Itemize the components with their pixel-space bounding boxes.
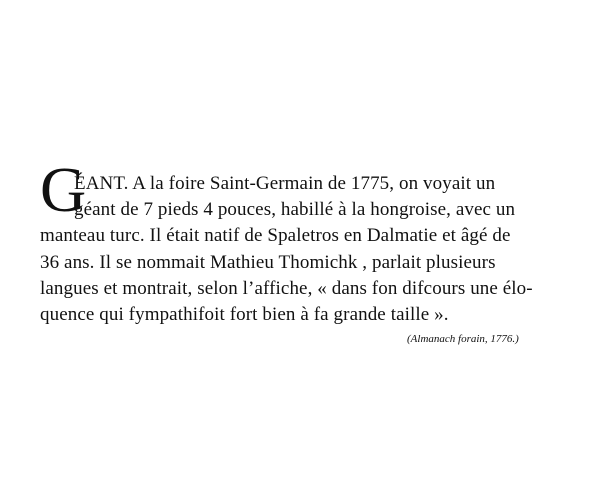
text-line-2: géant de 7 pieds 4 pouces, habillé à la hongroise, avec un bbox=[74, 199, 516, 220]
text-line-5: langues et montrait, selon l’affiche, « dans fon difcours une élo- bbox=[40, 278, 533, 299]
text-line-4: 36 ans. Il se nommait Mathieu Thomichk , parlait plusieurs bbox=[40, 252, 496, 273]
text-line-1: ÉANT. A la foire Saint-Germain de 1775, on voyait un bbox=[74, 173, 496, 194]
text-line-3: manteau turc. Il était natif de Spaletros en Dalmatie et âgé de bbox=[40, 225, 511, 246]
source-citation: (Almanach forain, 1776.) bbox=[407, 333, 519, 345]
drop-cap: G bbox=[40, 154, 87, 225]
text-line-6: quence qui fympathifoit fort bien à fa grande taille ». bbox=[40, 304, 449, 325]
